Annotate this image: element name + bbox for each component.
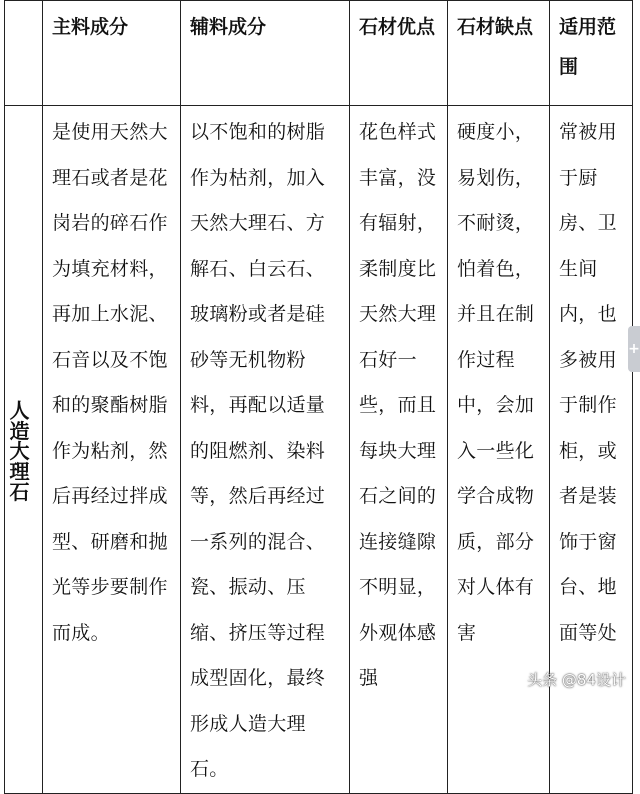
plus-icon: + xyxy=(628,341,640,357)
row-type-label xyxy=(5,106,43,794)
cell-advantages: 花色样式丰富，没有辐射，柔制度比天然大理石好一些，而且每块大理石之间的连接缝隙不明显，外观体感强 xyxy=(350,106,448,794)
row-type-text: 人造大理石 xyxy=(6,399,30,501)
watermark: 头条 @84设计 xyxy=(527,671,626,689)
header-row xyxy=(5,1,633,106)
cell-applications: 常被用于厨房、卫生间内，也多被用于制作柜，或者是装饰于窗台、地面等处 xyxy=(550,106,633,794)
cell-disadvantages: 硬度小，易划伤，不耐烫，怕着色，并且在制作过程中，会加入一些化学合成物质，部分对人体有害 xyxy=(448,106,550,794)
header-cell-advantages: 石材优点 xyxy=(350,1,448,106)
header-cell-applications: 适用范围 xyxy=(550,1,633,106)
header-cell-blank xyxy=(5,1,43,106)
header-cell-auxiliary-material: 辅料成分 xyxy=(181,1,350,106)
cell-auxiliary-material: 以不饱和的树脂作为枯剂，加入天然大理石、方解石、白云石、玻璃粉或者是硅砂等无机物粉料，再配以适量的阻燃剂、染料等，然后再经过一系列的混合、瓷、振动、压缩、挤压等过程成型固化，最终形成人造大理石。 xyxy=(181,106,350,794)
cell-main-material: 是使用天然大理石或者是花岗岩的碎石作为填充材料，再加上水泥、石音以及不饱和的聚酯树脂作为粘剂，然后再经过拌成型、研磨和抛光等步要制作而成。 xyxy=(43,106,181,794)
header-cell-disadvantages: 石材缺点 xyxy=(448,1,550,106)
side-expand-tab[interactable] xyxy=(628,326,640,372)
header-cell-main-material: 主料成分 xyxy=(43,1,181,106)
